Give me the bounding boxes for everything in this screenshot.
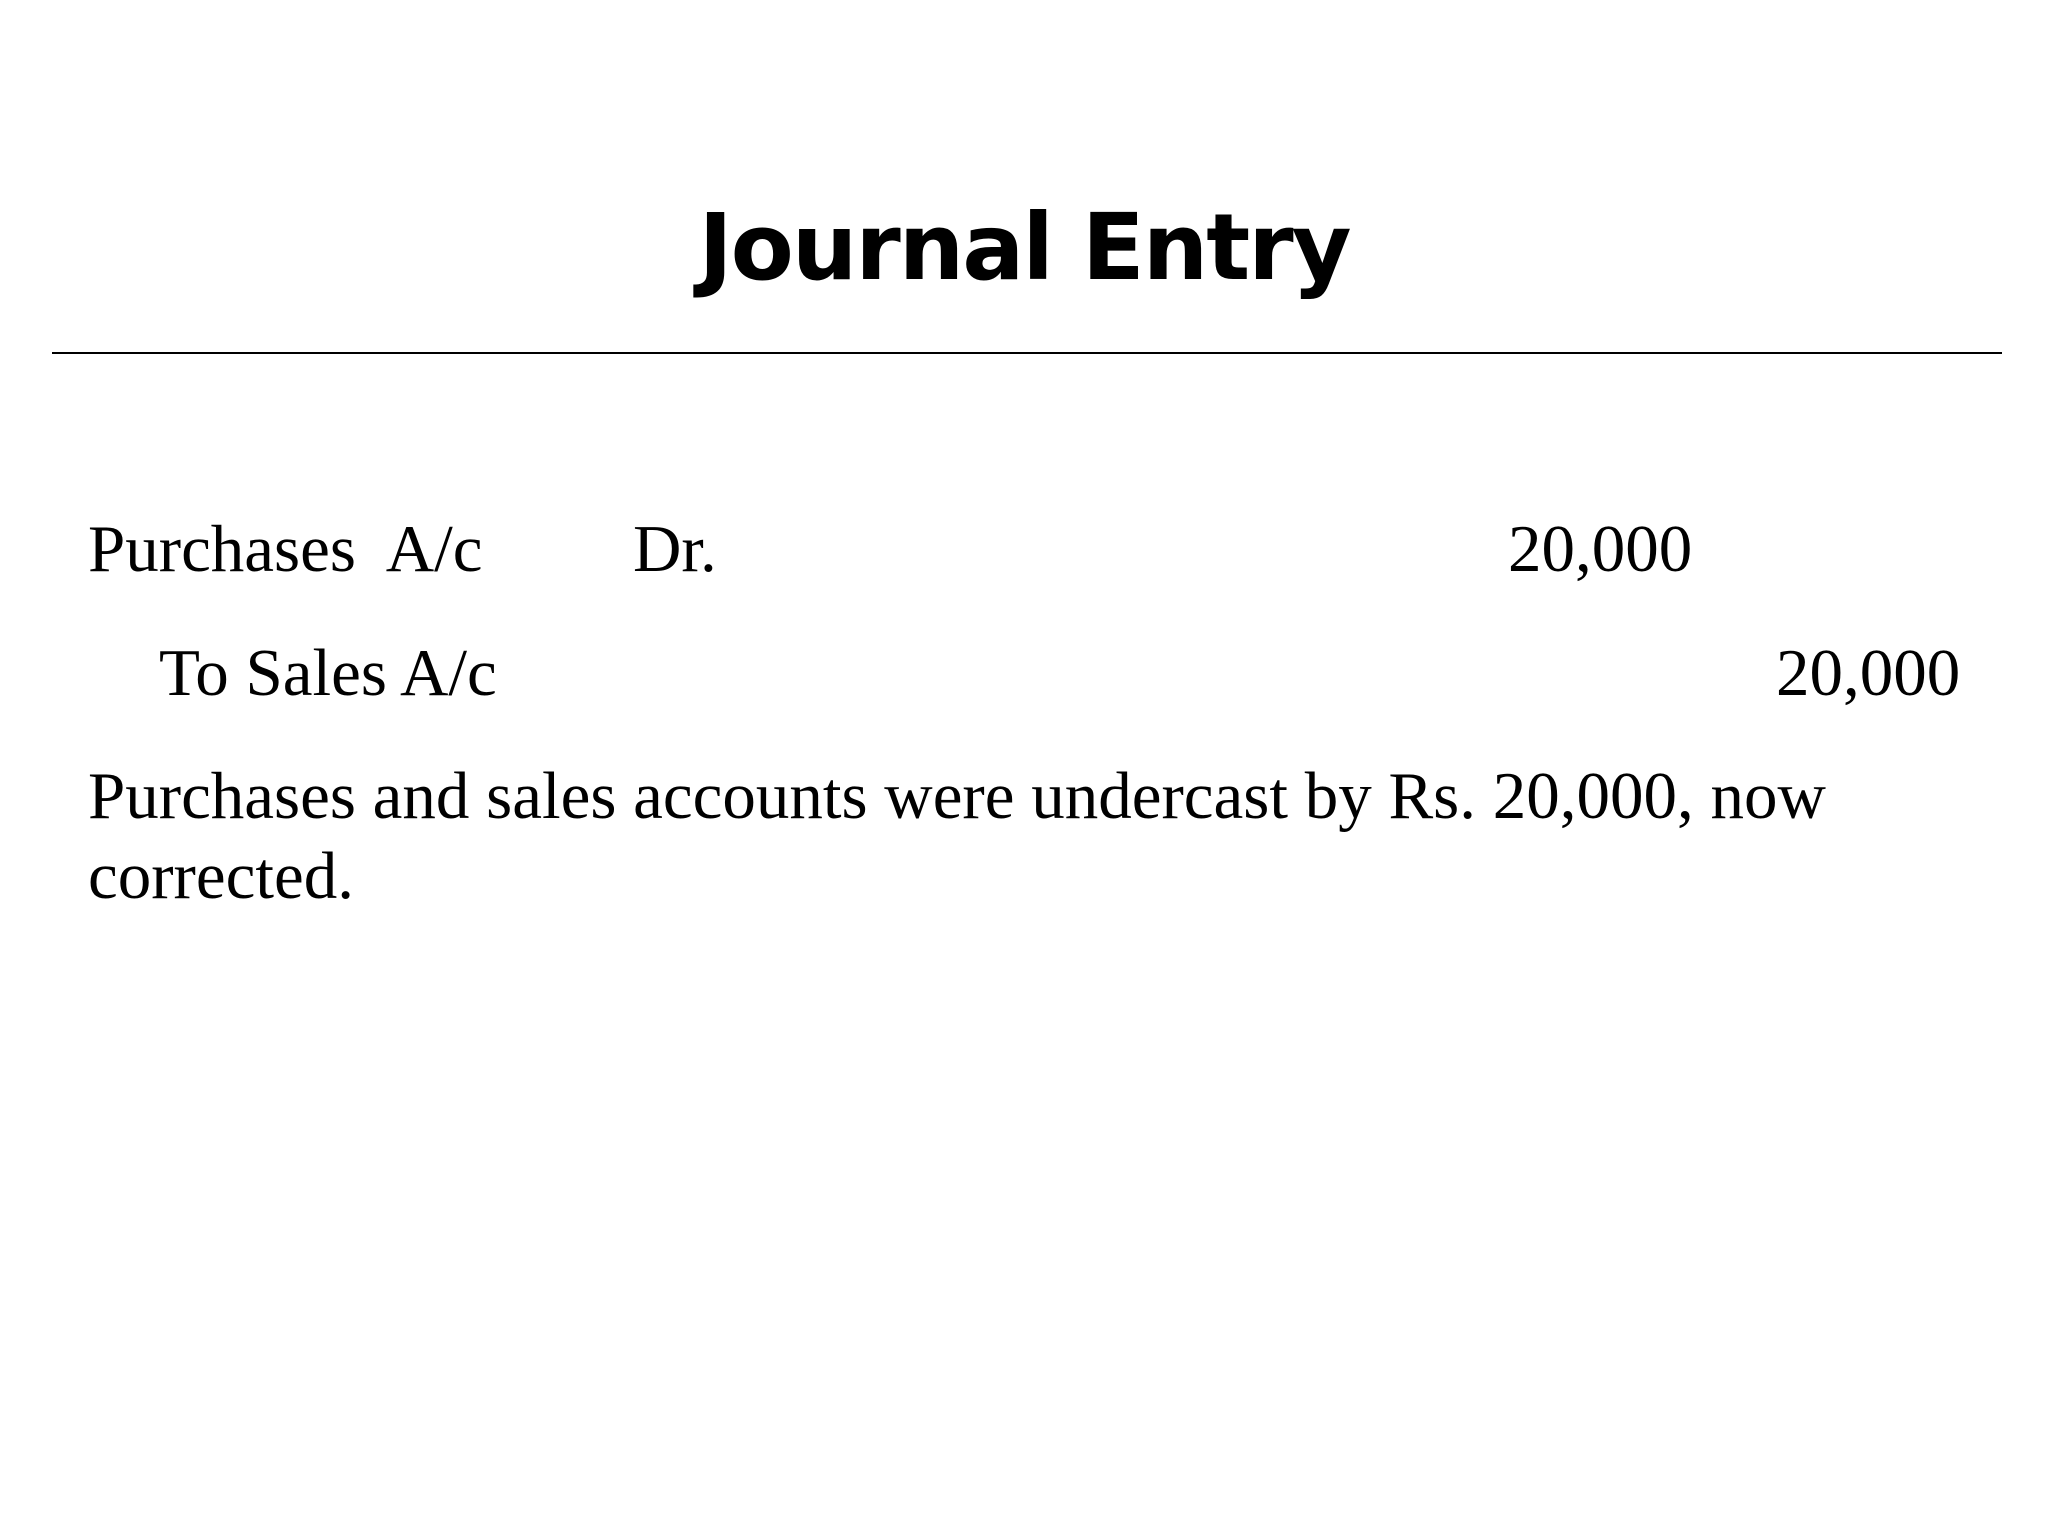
credit-account-label: To Sales A/c xyxy=(159,636,497,710)
debit-marker: Dr. xyxy=(633,512,717,586)
slide-title: Journal Entry xyxy=(698,194,1350,301)
debit-account-label: Purchases A/c xyxy=(88,512,483,586)
title-divider xyxy=(52,352,2002,354)
debit-amount: 20,000 xyxy=(1508,512,1693,586)
narration: Purchases and sales accounts were undercast by Rs. 20,000, now corrected. xyxy=(88,759,1826,913)
credit-amount: 20,000 xyxy=(1776,636,1961,710)
